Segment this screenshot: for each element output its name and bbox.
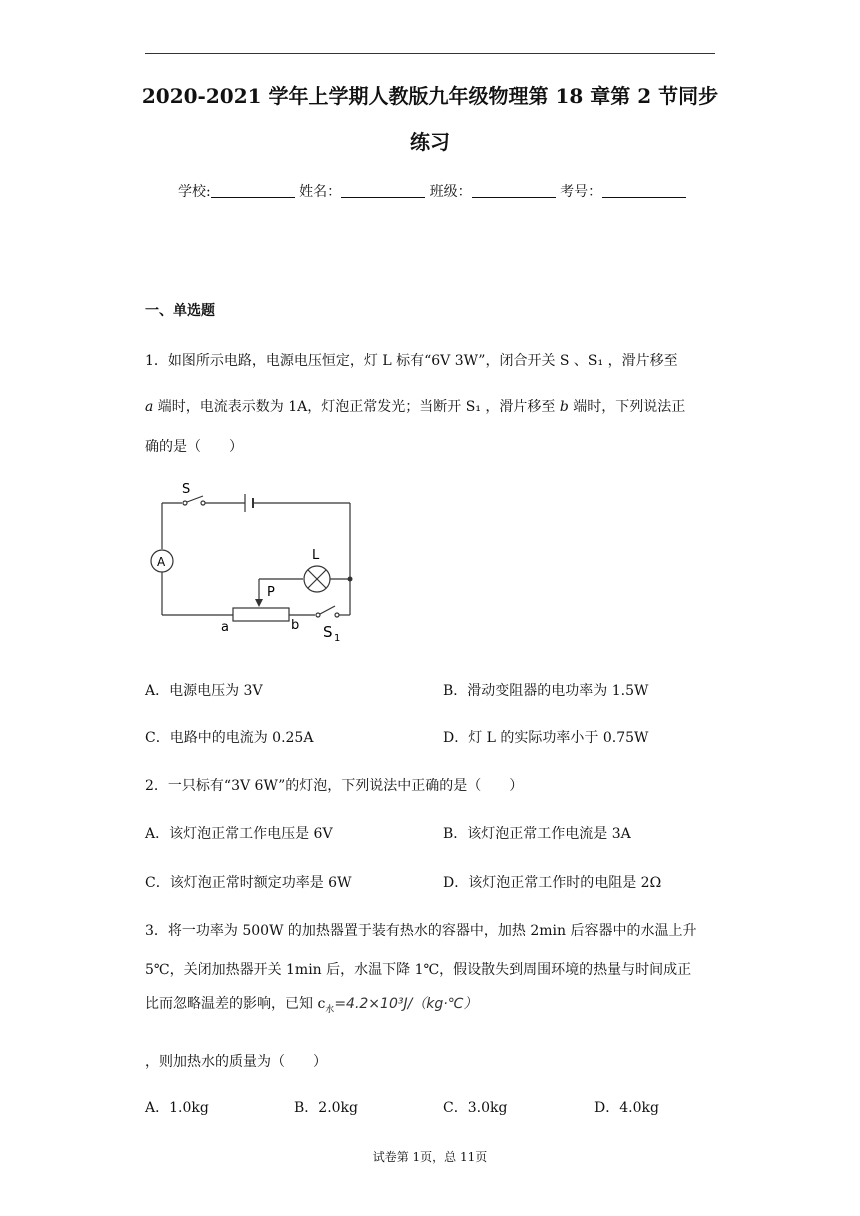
exam-no-blank[interactable] bbox=[602, 183, 686, 198]
label-l: L bbox=[312, 548, 320, 563]
q3-line3-sub: 水 bbox=[325, 1004, 335, 1015]
q3-line1: 3．将一功率为 500W 的加热器置于装有热水的容器中，加热 2min 后容器中的水温上升 bbox=[145, 923, 697, 939]
circuit-diagram bbox=[145, 475, 370, 645]
q2-option-a[interactable]: A．该灯泡正常工作电压是 6V bbox=[145, 826, 333, 842]
q3-line3 bbox=[145, 993, 477, 1015]
q3-line3-prefix: 比而忽略温差的影响，已知 c bbox=[145, 996, 326, 1012]
class-blank[interactable] bbox=[472, 183, 556, 198]
page-footer: 试卷第 1页，总 11页 bbox=[372, 1150, 488, 1164]
student-info-row bbox=[178, 181, 686, 201]
label-s: S bbox=[182, 482, 191, 497]
q1-var-a: a bbox=[145, 399, 154, 415]
label-s1-sub: 1 bbox=[334, 633, 341, 644]
q3-line2: 5℃，关闭加热器开关 1min 后，水温下降 1℃，假设散失到周围环境的热量与时间成正 bbox=[145, 962, 692, 978]
q3-option-c[interactable]: C．3.0kg bbox=[443, 1100, 508, 1116]
q2-option-b[interactable]: B．该灯泡正常工作电流是 3A bbox=[443, 826, 631, 842]
q1-option-a[interactable]: A．电源电压为 3V bbox=[145, 683, 263, 699]
q3-option-b[interactable]: B．2.0kg bbox=[294, 1100, 358, 1116]
school-blank[interactable] bbox=[211, 183, 295, 198]
section-title: 一、单选题 bbox=[145, 303, 215, 319]
label-b: b bbox=[291, 618, 300, 633]
q2-option-d[interactable]: D．该灯泡正常工作时的电阻是 2Ω bbox=[443, 875, 662, 891]
name-label: 姓名： bbox=[299, 184, 342, 200]
label-a: a bbox=[221, 620, 229, 635]
q1-line2 bbox=[145, 396, 685, 416]
q3-option-a[interactable]: A．1.0kg bbox=[145, 1100, 209, 1116]
name-blank[interactable] bbox=[341, 183, 425, 198]
label-s1: S bbox=[323, 623, 333, 641]
q3-formula: =4.2×10³J/（kg·℃） bbox=[334, 996, 478, 1012]
school-label: 学校: bbox=[178, 184, 211, 200]
q1-option-d[interactable]: D．灯 L 的实际功率小于 0.75W bbox=[443, 730, 649, 746]
exam-no-label: 考号： bbox=[560, 184, 603, 200]
q1-line2-mid: 端时，电流表示数为 1A，灯泡正常发光；当断开 S₁ ，滑片移至 bbox=[153, 399, 560, 415]
q3-option-d[interactable]: D．4.0kg bbox=[594, 1100, 659, 1116]
q1-line1: 1．如图所示电路，电源电压恒定，灯 L 标有“6V 3W”，闭合开关 S 、S₁ ，滑片移至 bbox=[145, 353, 678, 369]
page-title-line2: 练习 bbox=[410, 130, 450, 154]
header-rule bbox=[145, 53, 715, 54]
q2-option-c[interactable]: C．该灯泡正常时额定功率是 6W bbox=[145, 875, 352, 891]
q1-option-c[interactable]: C．电路中的电流为 0.25A bbox=[145, 730, 314, 746]
class-label: 班级： bbox=[429, 184, 472, 200]
label-p: P bbox=[267, 585, 275, 600]
q3-line4: ，则加热水的质量为（ ） bbox=[145, 1054, 327, 1070]
label-ammeter: A bbox=[157, 555, 166, 569]
q1-line3: 确的是（ ） bbox=[145, 439, 243, 455]
page-title-line1: 2020-2021 学年上学期人教版九年级物理第 18 章第 2 节同步 bbox=[141, 84, 719, 108]
q1-option-b[interactable]: B．滑动变阻器的电功率为 1.5W bbox=[443, 683, 649, 699]
q1-var-b: b bbox=[559, 399, 569, 415]
q2-text: 2．一只标有“3V 6W”的灯泡，下列说法中正确的是（ ） bbox=[145, 778, 524, 794]
q1-line2-end: 端时，下列说法正 bbox=[568, 399, 686, 415]
